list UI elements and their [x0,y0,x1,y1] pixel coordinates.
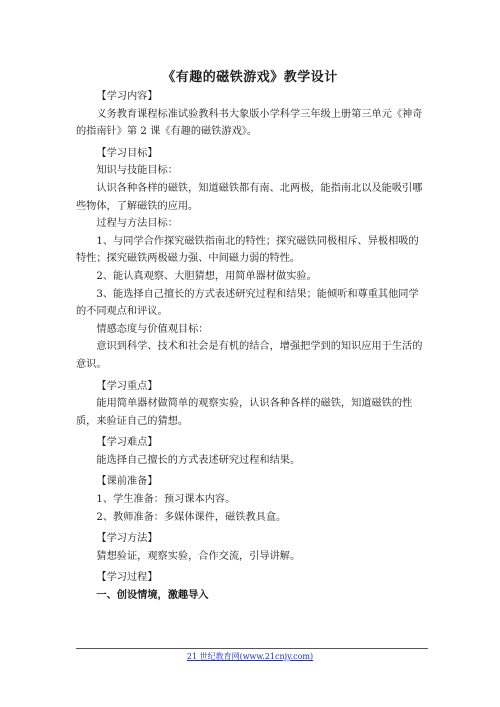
body-paragraph: 认识各种各样的磁铁，知道磁铁都有南、北两极，能指南北以及能吸引哪些物体，了解磁铁的应用。 [76,182,423,212]
section-heading: 【学习内容】 [96,91,158,102]
body-paragraph: 过程与方法目标： [96,218,178,230]
footer-divider [76,648,428,649]
section-heading: 【课前准备】 [96,476,158,488]
body-paragraph: 义务教育课程标准试验教科书大象版小学科学三年级上册第三单元《神奇的指南针》第 2 课《有趣的磁铁游戏》。 [76,108,423,138]
section-heading: 【学习目标】 [96,147,158,159]
document-title: 《有趣的磁铁游戏》教学设计 [162,70,338,85]
body-paragraph: 能用简单器材做简单的观察实验，认识各种各样的磁铁，知道磁铁的性质，来验证自己的猜想。 [76,398,413,427]
body-paragraph: 猜想验证，观察实验，合作交流，引导讲解。 [96,550,301,562]
section-heading: 【学习过程】 [96,572,158,584]
section-heading: 【学习难点】 [96,437,158,449]
body-paragraph: 2、能认真观察、大胆猜想，用简单器材做实验。 [96,270,317,282]
document-body [76,88,428,605]
body-paragraph: 意识到科学、技术和社会是有机的结合，增强把学到的知识应用于生活的意识。 [76,341,423,370]
process-step-heading: 一、创设情境，激趣导入 [96,589,209,602]
body-paragraph: 情感态度与价值观目标： [96,323,209,335]
body-paragraph: 知识与技能目标： [96,165,178,177]
body-paragraph: 2、教师准备：多媒体课件，磁铁教具盒。 [96,511,287,523]
body-paragraph: 能选择自己擅长的方式表述研究过程和结果。 [96,454,301,466]
body-paragraph: 1、与同学合作探究磁铁指南北的特性；探究磁铁同极相斥、异极相吸的特性；探究磁铁两极磁力强、中间磁力弱的特性。 [76,235,419,265]
body-paragraph: 1、学生准备：预习课本内容。 [96,494,236,506]
section-heading: 【学习重点】 [96,380,158,392]
section-heading: 【学习方法】 [96,533,158,545]
body-paragraph: 3、能选择自己擅长的方式表述研究过程和结果；能倾听和尊重其他同学的不同观点和评议。 [76,288,419,318]
footer-link[interactable]: 21 世纪教育网(www.21cnjy.com) [186,652,314,661]
